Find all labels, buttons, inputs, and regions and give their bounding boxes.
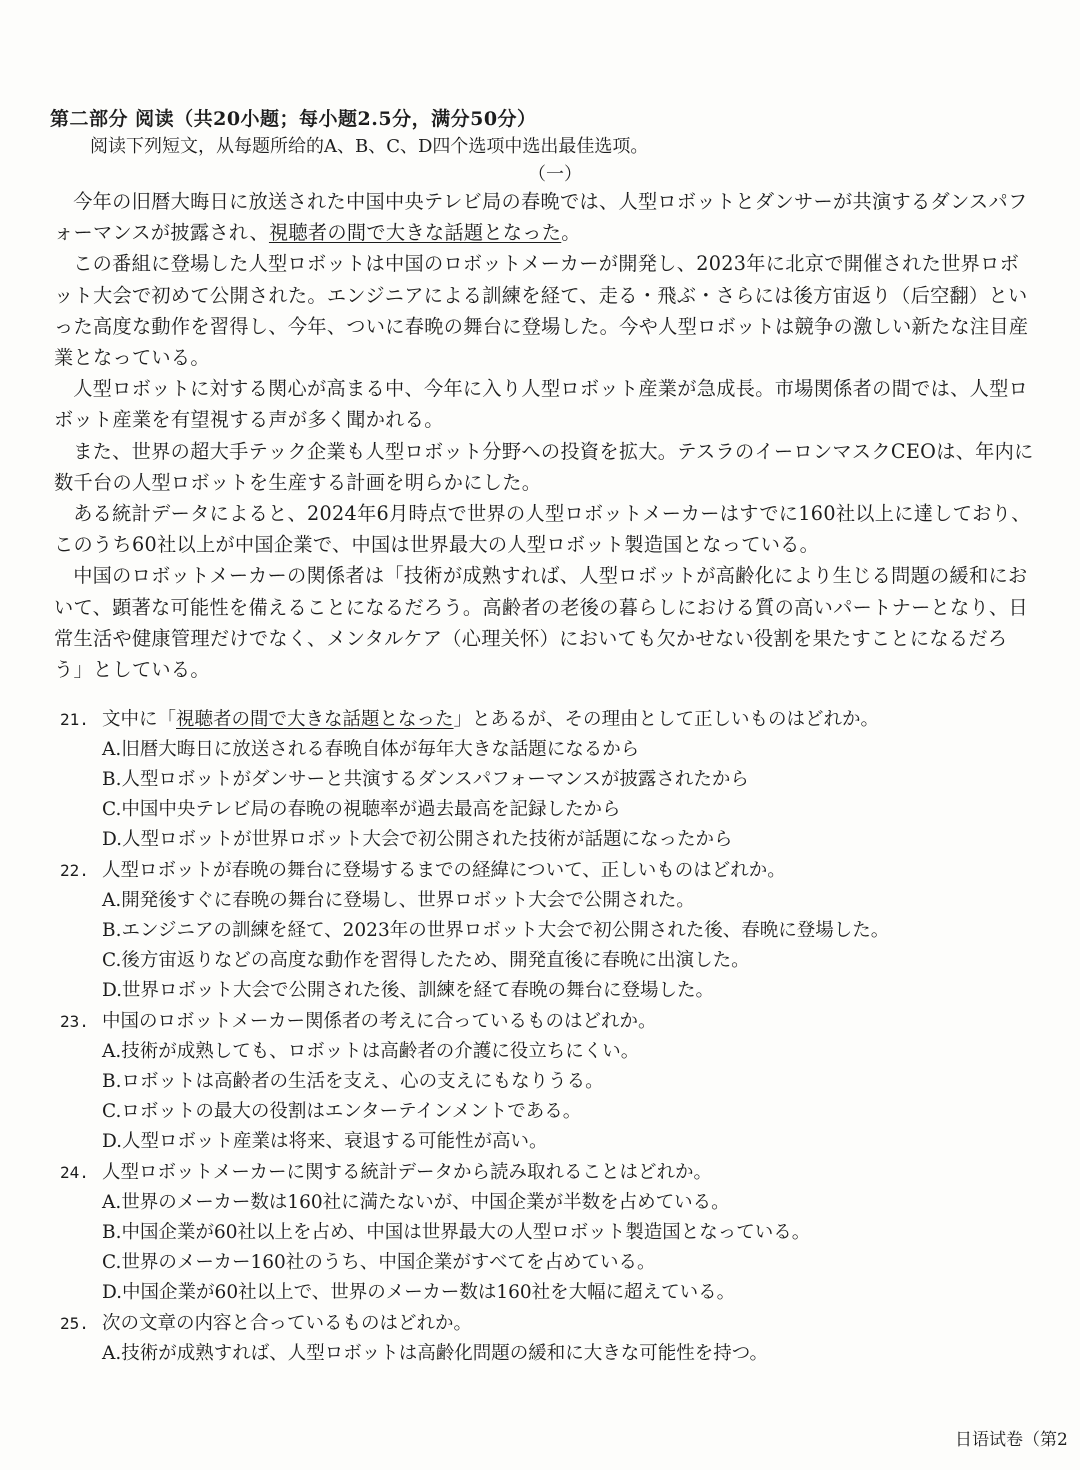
option-d: D.世界ロボット大会で公開された後、訓練を経て春晩の舞台に登場した。 [102, 980, 715, 1001]
question-stem: 21. 文中に「視聴者の間で大きな話題となった」とあるが、その理由として正しいものはどれか。 [60, 704, 1020, 735]
reading-passage [54, 186, 1034, 685]
passage-paragraph: ある統計データによると、2024年6月時点で世界の人型ロボットメーカーはすでに160社以上に達しており、このうち60社以上が中国企業で、中国は世界最大の人型ロボット製造国となっている。 [54, 502, 1031, 557]
option-c: C.後方宙返りなどの高度な動作を習得したため、開発直後に春晩に出演した。 [102, 950, 750, 971]
question-23 [60, 1006, 1020, 1157]
passage-paragraph: 今年の旧暦大晦日に放送された中国中央テレビ局の春晩では、人型ロボットとダンサーが共演するダンスパフォーマンスが披露され、視聴者の間で大きな話題となった。 [54, 190, 1028, 245]
option-b: B.エンジニアの訓練を経て、2023年の世界ロボット大会で初公開された後、春晩に登場した。 [102, 920, 890, 941]
passage-paragraph: 中国のロボットメーカーの関係者は「技術が成熟すれば、人型ロボットが高齢化により生じる問題の緩和において、顕著な可能性を備えることになるだろう。高齢者の老後の暮らしにおける質の高いパートナーとなり、日常生活や健康管理だけでなく、メンタルケア（心理关怀）においても欠かせない役割を果たすことになるだろう」としている。 [54, 564, 1028, 682]
question-21 [60, 704, 1020, 855]
underlined-phrase: 視聴者の間で大きな話題となった [176, 709, 454, 730]
question-list [60, 704, 1020, 1369]
option-b: B.ロボットは高齢者の生活を支え、心の支えにもなりうる。 [102, 1071, 604, 1092]
option-b: B.中国企業が60社以上を占め、中国は世界最大の人型ロボット製造国となっている。 [102, 1222, 811, 1243]
option-d: D.人型ロボット産業は将来、衰退する可能性が高い。 [102, 1131, 548, 1152]
option-c: C.ロボットの最大の役割はエンターテインメントである。 [102, 1101, 582, 1122]
question-stem: 22. 人型ロボットが春晩の舞台に登場するまでの経緯について、正しいものはどれか。 [60, 855, 1020, 886]
question-number: 22. [60, 861, 89, 880]
option-d: D.中国企業が60社以上で、世界のメーカー数は160社を大幅に超えている。 [102, 1282, 736, 1303]
question-number: 24. [60, 1163, 89, 1182]
part-label: （一） [528, 164, 582, 185]
option-c: C.中国中央テレビ局の春晩の視聴率が過去最高を記録したから [102, 799, 621, 820]
question-stem: 24. 人型ロボットメーカーに関する統計データから読み取れることはどれか。 [60, 1157, 1020, 1188]
option-a: A.技術が成熟しても、ロボットは高齢者の介護に役立ちにくい。 [102, 1041, 640, 1062]
passage-paragraph: また、世界の超大手テック企業も人型ロボット分野への投資を拡大。テスラのイーロンマスクCEOは、年内に数千台の人型ロボットを生産する計画を明らかにした。 [54, 439, 1034, 494]
underlined-phrase: 視聴者の間で大きな話題となった [268, 221, 562, 245]
page-footer: 日语试卷（第2 [955, 1430, 1068, 1450]
question-number: 21. [60, 710, 89, 729]
question-24 [60, 1157, 1020, 1308]
question-stem: 23. 中国のロボットメーカー関係者の考えに合っているものはどれか。 [60, 1006, 1020, 1037]
option-a: A.開発後すぐに春晩の舞台に登場し、世界ロボット大会で公開された。 [102, 890, 695, 911]
section-title: 第二部分 阅读（共20小题；每小题2.5分，满分50分） [50, 108, 537, 130]
question-22 [60, 855, 1020, 1006]
passage-paragraph: この番組に登場した人型ロボットは中国のロボットメーカーが開発し、2023年に北京で開催された世界ロボット大会で初めて公開された。エンジニアによる訓練を経て、走る・飛ぶ・さらには後方宙返り（后空翻）といった高度な動作を習得し、今年、ついに春晩の舞台に登場した。今や人型ロボットは競争の激しい新たな注目産業となっている。 [54, 252, 1029, 370]
option-b: B.人型ロボットがダンサーと共演するダンスパフォーマンスが披露されたから [102, 769, 749, 790]
question-stem: 25. 次の文章の内容と合っているものはどれか。 [60, 1308, 1020, 1339]
option-a: A.世界のメーカー数は160社に満たないが、中国企業が半数を占めている。 [102, 1192, 730, 1213]
question-number: 23. [60, 1012, 89, 1031]
option-d: D.人型ロボットが世界ロボット大会で初公開された技術が話題になったから [102, 829, 733, 850]
section-instruction: 阅读下列短文，从每题所给的A、B、C、D四个选项中选出最佳选项。 [90, 136, 649, 157]
option-a: A.旧暦大晦日に放送される春晩自体が毎年大きな話題になるから [102, 739, 640, 760]
question-number: 25. [60, 1314, 89, 1333]
option-c: C.世界のメーカー160社のうち、中国企業がすべてを占めている。 [102, 1252, 656, 1273]
question-25 [60, 1308, 1020, 1369]
passage-paragraph: 人型ロボットに対する関心が高まる中、今年に入り人型ロボット産業が急成長。市場関係者の間では、人型ロボット産業を有望視する声が多く聞かれる。 [54, 377, 1029, 432]
option-a: A.技術が成熟すれば、人型ロボットは高齢化問題の緩和に大きな可能性を持つ。 [102, 1343, 769, 1364]
